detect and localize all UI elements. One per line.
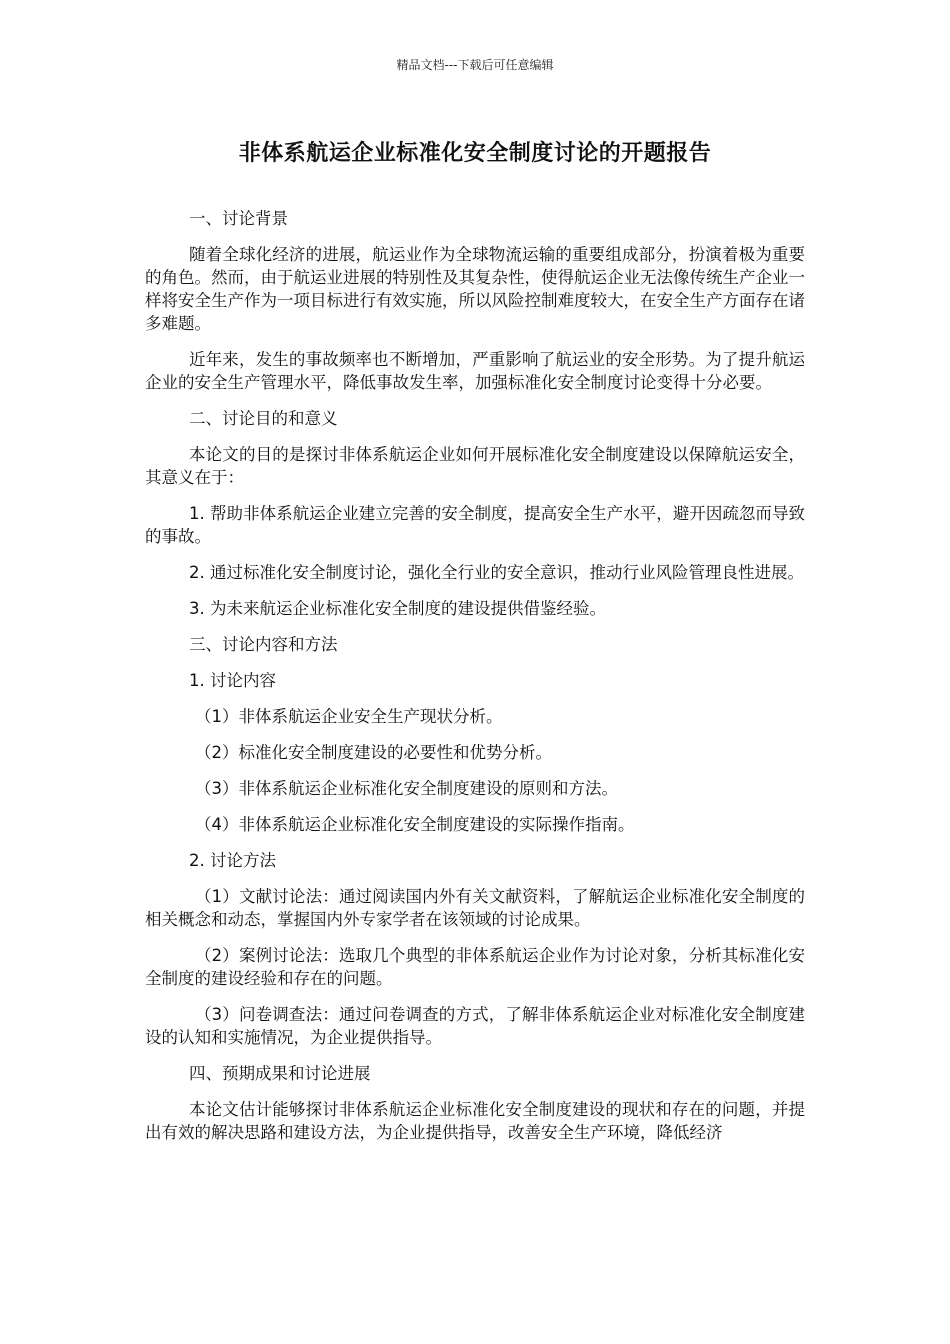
document-title: 非体系航运企业标准化安全制度讨论的开题报告 xyxy=(238,141,712,166)
paragraph-purpose-intro: 本论文的目的是探讨非体系航运企业如何开展标准化安全制度建设以保障航运安全，其意义在于： xyxy=(145,445,805,487)
section-heading-purpose: 二、讨论目的和意义 xyxy=(189,409,338,428)
list-item-purpose-2: 2. 通过标准化安全制度讨论，强化全行业的安全意识，推动行业风险管理良性进展。 xyxy=(189,563,804,582)
section-heading-outcomes: 四、预期成果和讨论进展 xyxy=(189,1064,371,1083)
section-heading-background: 一、讨论背景 xyxy=(189,209,288,228)
header-note: 精品文档---下载后可任意编辑 xyxy=(396,58,554,72)
list-item-method-3: （3）问卷调查法：通过问卷调查的方式，了解非体系航运企业对标准化安全制度建设的认知和实施情况，为企业提供指导。 xyxy=(145,1005,805,1047)
paragraph-outcomes: 本论文估计能够探讨非体系航运企业标准化安全制度建设的现状和存在的问题，并提出有效的解决思路和建设方法，为企业提供指导，改善安全生产环境，降低经济 xyxy=(145,1100,805,1142)
list-item-method-1: （1）文献讨论法：通过阅读国内外有关文献资料，了解航运企业标准化安全制度的相关概念和动态，掌握国内外专家学者在该领域的讨论成果。 xyxy=(145,887,805,929)
list-item-content-2: （2）标准化安全制度建设的必要性和优势分析。 xyxy=(195,743,552,762)
document-body xyxy=(145,207,805,1157)
section-heading-content-methods: 三、讨论内容和方法 xyxy=(189,635,338,654)
list-item-method-2: （2）案例讨论法：选取几个典型的非体系航运企业作为讨论对象，分析其标准化安全制度的建设经验和存在的问题。 xyxy=(145,946,805,988)
subheading-content: 1. 讨论内容 xyxy=(189,671,276,690)
list-item-content-3: （3）非体系航运企业标准化安全制度建设的原则和方法。 xyxy=(195,779,618,798)
paragraph-background-2: 近年来，发生的事故频率也不断增加，严重影响了航运业的安全形势。为了提升航运企业的安全生产管理水平，降低事故发生率，加强标准化安全制度讨论变得十分必要。 xyxy=(145,350,805,392)
list-item-content-1: （1）非体系航运企业安全生产现状分析。 xyxy=(195,707,503,726)
list-item-purpose-1: 1. 帮助非体系航运企业建立完善的安全制度，提高安全生产水平，避开因疏忽而导致的事故。 xyxy=(145,504,805,546)
list-item-content-4: （4）非体系航运企业标准化安全制度建设的实际操作指南。 xyxy=(195,815,635,834)
list-item-purpose-3: 3. 为未来航运企业标准化安全制度的建设提供借鉴经验。 xyxy=(189,599,606,618)
subheading-methods: 2. 讨论方法 xyxy=(189,851,276,870)
paragraph-background-1: 随着全球化经济的进展，航运业作为全球物流运输的重要组成部分，扮演着极为重要的角色。然而，由于航运业进展的特别性及其复杂性，使得航运企业无法像传统生产企业一样将安全生产作为一项目标进行有效实施，所以风险控制难度较大，在安全生产方面存在诸多难题。 xyxy=(145,245,805,333)
